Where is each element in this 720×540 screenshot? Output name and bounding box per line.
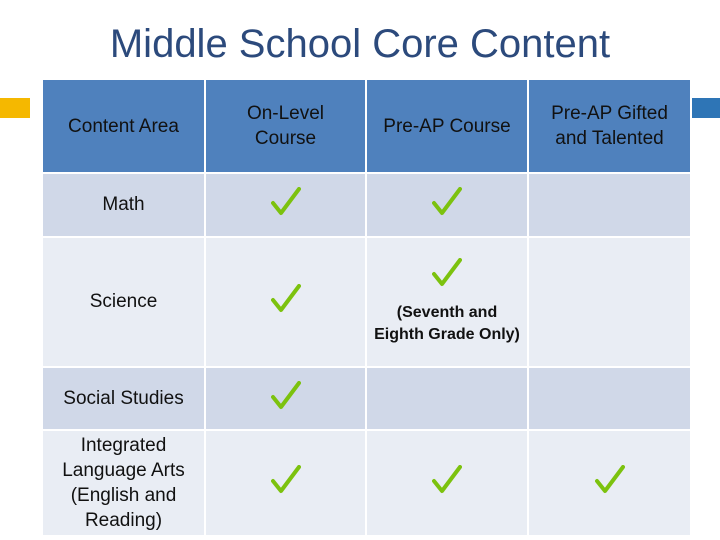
cell-science-pre-ap	[366, 237, 528, 367]
header-gifted-talented	[528, 79, 691, 173]
row-label-language-arts-text: Integrated Language Arts (English and Reading)	[62, 435, 185, 531]
header-on-level-label: On-Level Course	[246, 103, 325, 149]
cell-language-arts-gt	[528, 430, 691, 536]
checkmark-icon	[432, 187, 462, 217]
cell-language-arts-pre-ap	[366, 430, 528, 536]
table-row	[42, 237, 691, 367]
checkmark-icon	[271, 381, 301, 411]
row-label-social-studies: Social Studies	[42, 367, 205, 430]
checkmark-icon	[271, 465, 301, 495]
content-table	[41, 78, 692, 537]
science-pre-ap-note: (Seventh and Eighth Grade Only)	[374, 304, 520, 343]
table-row	[42, 367, 691, 430]
header-content-area: Content Area	[42, 79, 205, 173]
header-on-level	[205, 79, 366, 173]
page-title: Middle School Core Content	[109, 22, 611, 66]
header-gifted-talented-label: Pre-AP Gifted and Talented	[551, 103, 668, 149]
cell-math-pre-ap	[366, 173, 528, 237]
checkmark-icon	[271, 284, 301, 314]
cell-math-gt	[528, 173, 691, 237]
cell-science-on-level	[205, 237, 366, 367]
checkmark-icon	[432, 465, 462, 495]
cell-social-studies-on-level	[205, 367, 366, 430]
table-row	[42, 173, 691, 237]
cell-social-studies-pre-ap	[366, 367, 528, 430]
accent-bar-right	[692, 98, 720, 118]
header-pre-ap: Pre-AP Course	[366, 79, 528, 173]
table-row	[42, 430, 691, 536]
table-header-row	[42, 79, 691, 173]
cell-social-studies-gt	[528, 367, 691, 430]
accent-bar-left	[0, 98, 30, 118]
cell-math-on-level	[205, 173, 366, 237]
cell-science-gt	[528, 237, 691, 367]
checkmark-icon	[432, 258, 462, 288]
row-label-science: Science	[42, 237, 205, 367]
row-label-math: Math	[42, 173, 205, 237]
checkmark-icon	[595, 465, 625, 495]
checkmark-icon	[271, 187, 301, 217]
row-label-language-arts	[42, 430, 205, 536]
cell-language-arts-on-level	[205, 430, 366, 536]
